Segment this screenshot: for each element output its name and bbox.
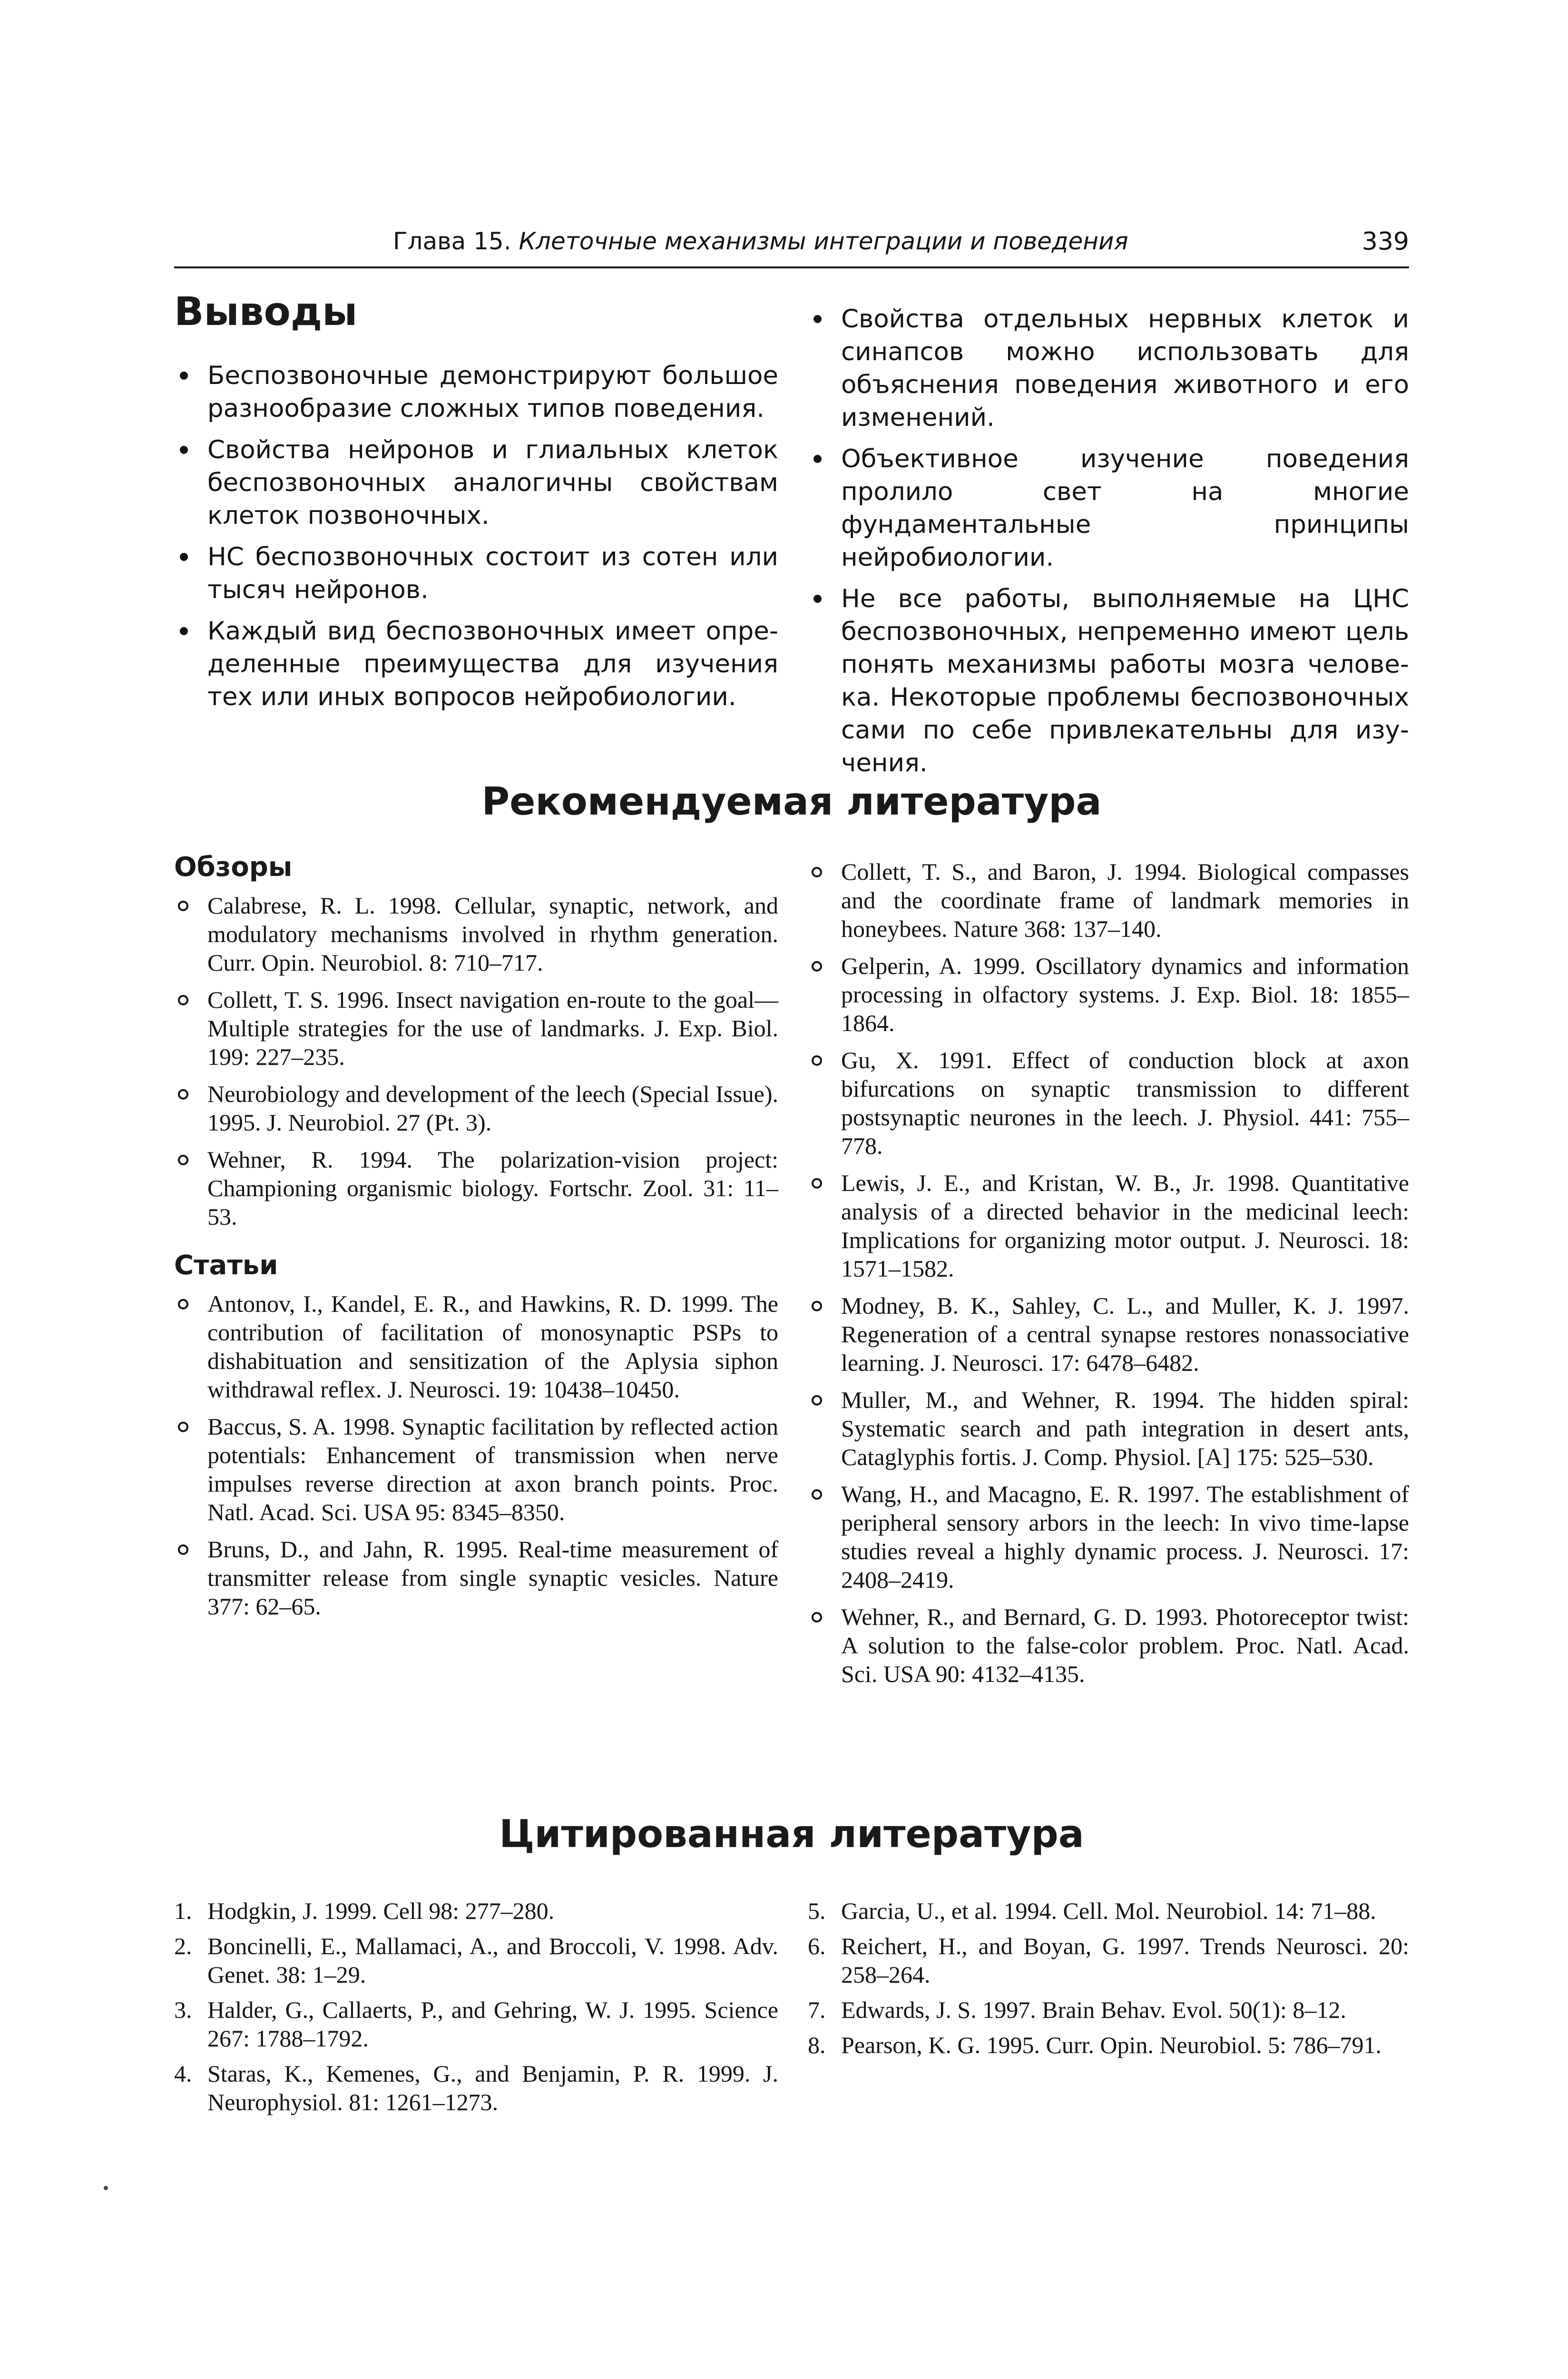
conclusion-item: НС беспозвоночных состоит из сотен или тысяч нейронов. [174, 541, 778, 606]
recommended-literature-title: Рекомендуемая литература [481, 779, 1102, 824]
reviews-title: Обзоры [174, 852, 293, 883]
reviews-list [174, 891, 778, 1231]
conclusions-list-left [174, 359, 778, 713]
cited-left-column [174, 1897, 778, 2123]
cited-item: 1. Hodgkin, J. 1999. Cell 98: 277–280. [174, 1897, 555, 1924]
cited-item: 6. Reichert, H., and Boyan, G. 1997. Trends Neurosci. 20: 258–264. [808, 1933, 1409, 1988]
open-bullet-icon [178, 995, 188, 1005]
open-bullet-icon [812, 1489, 822, 1500]
bullet-icon [180, 553, 188, 561]
recommended-left-column [174, 852, 778, 1640]
cited-list-left [174, 1897, 778, 2116]
conclusions-left-column [174, 289, 778, 722]
reference-item: Wehner, R. 1994. The polarization-vision project: Championing organismic biology. Fortschr. Zool. 31: 11–53. [174, 1145, 778, 1231]
open-bullet-icon [812, 961, 822, 972]
open-bullet-icon [178, 1544, 188, 1555]
reference-item: Modney, B. K., Sahley, C. L., and Muller, K. J. 1997. Regeneration of a central synapse restores nonassociative learning. J. Neurosci. 17: 6478–6482. [808, 1291, 1409, 1377]
open-bullet-icon [178, 901, 188, 911]
conclusion-item: Беспозвоночные демонстрируют большое разнообразие сложных типов поведения. [174, 359, 778, 425]
open-bullet-icon [812, 867, 822, 877]
conclusion-item: Свойства нейронов и глиальных клеток беспозвоночных аналогичны свойствам клеток позвоночных. [174, 433, 778, 532]
cited-list-right [808, 1897, 1409, 2059]
conclusion-item: Каждый вид беспозвоночных имеет определенные преимущества для изучения тех или иных вопросов нейробиологии. [174, 615, 778, 713]
open-bullet-icon [812, 1395, 822, 1406]
cited-literature-title: Цитированная литература [499, 1812, 1084, 1856]
bullet-icon [180, 372, 188, 380]
open-bullet-icon [178, 1089, 188, 1100]
cited-item: 8. Pearson, K. G. 1995. Curr. Opin. Neurobiol. 5: 786–791. [808, 2032, 1382, 2058]
chapter-label: Глава 15. [393, 227, 511, 255]
reference-item: Collett, T. S., and Baron, J. 1994. Biological compasses and the coordinate frame of landmark memories in honeybees. Nature 368: 137–140. [808, 857, 1409, 943]
reference-item: Gu, X. 1991. Effect of conduction block at axon bifurcations on synaptic transmission to different postsynaptic neurones in the leech. J. Physiol. 441: 755–778. [808, 1046, 1409, 1160]
articles-list-left [174, 1289, 778, 1621]
reference-item: Calabrese, R. L. 1998. Cellular, synaptic, network, and modulatory mechanisms involved in rhythm generation. Curr. Opin. Neurobiol. 8: 710–717. [174, 891, 778, 977]
open-bullet-icon [812, 1301, 822, 1311]
open-bullet-icon [178, 1422, 188, 1432]
reference-item: Neurobiology and development of the leech (Special Issue). 1995. J. Neurobiol. 27 (Pt. 3). [174, 1080, 778, 1137]
cited-item: 2. Boncinelli, E., Mallamaci, A., and Broccoli, V. 1998. Adv. Genet. 38: 1–29. [174, 1933, 778, 1988]
articles-list-right [808, 857, 1409, 1688]
conclusions-list-right [808, 303, 1409, 779]
scan-speck [104, 2186, 108, 2190]
articles-title: Статьи [174, 1250, 278, 1281]
reference-item: Bruns, D., and Jahn, R. 1995. Real-time measurement of transmitter release from single synaptic vesicles. Nature 377: 62–65. [174, 1535, 778, 1621]
reference-item: Lewis, J. E., and Kristan, W. B., Jr. 1998. Quantitative analysis of a directed behavior in the medicinal leech: Implications for organizing motor output. J. Neurosci. 18: 1571–1582. [808, 1169, 1409, 1283]
bullet-icon [180, 446, 188, 454]
running-header [174, 223, 1409, 268]
bullet-icon [813, 455, 822, 463]
cited-right-column [808, 1897, 1409, 2066]
conclusions-title: Выводы [174, 289, 358, 334]
bullet-icon [813, 315, 822, 323]
open-bullet-icon [178, 1155, 188, 1165]
bullet-icon [813, 595, 822, 603]
open-bullet-icon [178, 1299, 188, 1309]
reference-item: Wehner, R., and Bernard, G. D. 1993. Photoreceptor twist: A solution to the false-color problem. Proc. Natl. Acad. Sci. USA 90: 4132–4135. [808, 1602, 1409, 1688]
conclusions-right-column [808, 303, 1409, 788]
reference-item: Wang, H., and Macagno, E. R. 1997. The establishment of peripheral sensory arbors in the leech: In vivo time-lapse studies reveal a highly dynamic process. J. Neurosci. 17: 2408–2419. [808, 1480, 1409, 1594]
reference-item: Baccus, S. A. 1998. Synaptic facilitation by reflected action potentials: Enhancement of transmission when nerve impulses reverse direction at axon branch points. Proc. Natl. Acad. Sci. USA 95: 8345–8350. [174, 1412, 778, 1526]
open-bullet-icon [812, 1178, 822, 1189]
page-number: 339 [1362, 227, 1409, 256]
cited-item: 5. Garcia, U., et al. 1994. Cell. Mol. Neurobiol. 14: 71–88. [808, 1897, 1376, 1924]
reference-item: Muller, M., and Wehner, R. 1994. The hidden spiral: Systematic search and path integration in desert ants, Cataglyphis fortis. J. Comp. Physiol. [A] 175: 525–530. [808, 1386, 1409, 1471]
reference-item: Gelperin, A. 1999. Oscillatory dynamics and information processing in olfactory systems. J. Exp. Biol. 18: 1855–1864. [808, 952, 1409, 1037]
chapter-title: Клеточные механизмы интеграции и поведения [519, 227, 1128, 255]
chapter-header [393, 227, 1128, 255]
conclusion-item: Не все работы, выполняемые на ЦНС беспозвоночных, непременно имеют цель понять механизмы работы мозга человека. Некоторые проблемы беспозвоночных сами по себе привлекательны для изучения. [808, 582, 1409, 779]
bullet-icon [180, 627, 188, 635]
cited-item: 4. Staras, K., Kemenes, G., and Benjamin, P. R. 1999. J. Neurophysiol. 81: 1261–1273. [174, 2060, 778, 2115]
open-bullet-icon [812, 1055, 822, 1066]
conclusion-item: Свойства отдельных нервных клеток и синапсов можно использовать для объяснения поведения животного и его изменений. [808, 303, 1409, 434]
cited-item: 7. Edwards, J. S. 1997. Brain Behav. Evol. 50(1): 8–12. [808, 1996, 1346, 2023]
reference-item: Collett, T. S. 1996. Insect navigation en-route to the goal—Multiple strategies for the use of landmarks. J. Exp. Biol. 199: 227–235. [174, 985, 778, 1071]
open-bullet-icon [812, 1612, 822, 1622]
recommended-right-column [808, 857, 1409, 1707]
reference-item: Antonov, I., Kandel, E. R., and Hawkins, R. D. 1999. The contribution of facilitation of monosynaptic PSPs to dishabituation and sensitization of the Aplysia siphon withdrawal reflex. J. Neurosci. 19: 10438–10450. [174, 1289, 778, 1404]
conclusion-item: Объективное изучение поведения пролило свет на многие фундаментальные принципы нейробиологии. [808, 442, 1409, 574]
cited-item: 3. Halder, G., Callaerts, P., and Gehring, W. J. 1995. Science 267: 1788–1792. [174, 1996, 778, 2052]
